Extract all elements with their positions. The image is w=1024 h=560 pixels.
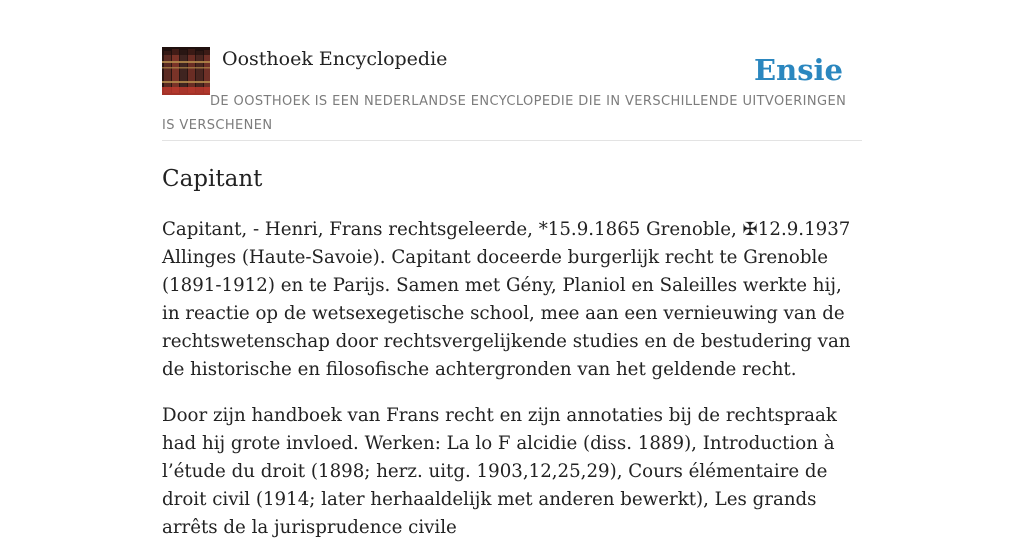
site-header	[162, 0, 862, 141]
site-name[interactable]: Oosthoek Encyclopedie	[222, 48, 448, 70]
book-spines-avatar[interactable]	[162, 47, 210, 95]
article-body	[162, 216, 862, 560]
article-paragraph: Door zijn handboek van Frans recht en zijn annotaties bij de rechtspraak had hij grote invloed. Werken: La lo F alcidie (diss. 1889), Introduction à l’étude du droit (1898; herz. uitg. 1903,12,25,29), Cours élémentaire de droit civil (1914; later herhaaldelijk met anderen bewerkt), Les grands arrêts de la jurisprudence civile	[162, 405, 837, 538]
book-spines-icon	[162, 47, 210, 95]
article-paragraph: Capitant, - Henri, Frans rechtsgeleerde, *15.9.1865 Grenoble, ✠12.9.1937 Allinges (Haute-Savoie). Capitant doceerde burgerlijk recht te Grenoble (1891-1912) en te Parijs. Samen met Gény, Planiol en Saleilles werkte hij, in reactie op de wetsexegetische school, mee aan een vernieuwing van de rechtswetenschap door rechtsvergelijkende studies en de bestudering van de historische en filosofische achtergronden van het geldende recht.	[162, 219, 851, 380]
page-container	[162, 0, 862, 538]
tagline-text: DE OOSTHOEK IS EEN NEDERLANDSE ENCYCLOPEDIE DIE IN VERSCHILLENDE UITVOERINGEN IS VERSCHENEN	[162, 94, 847, 133]
brand-logo[interactable]: Ensie	[754, 53, 843, 87]
site-tagline	[162, 90, 862, 138]
page-title: Capitant	[162, 166, 263, 192]
